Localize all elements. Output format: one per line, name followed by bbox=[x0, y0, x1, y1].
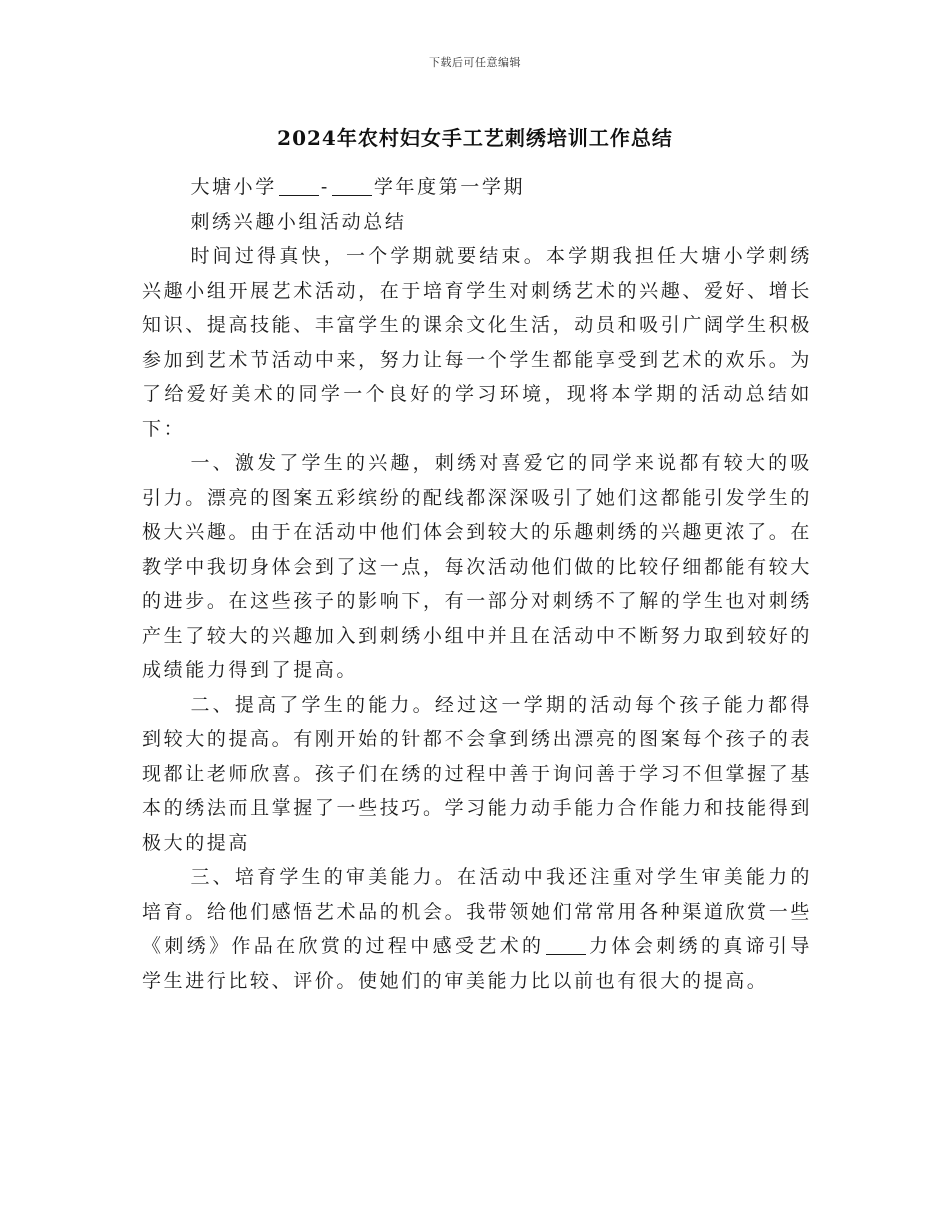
blank-underline bbox=[332, 177, 372, 196]
blank-underline bbox=[546, 936, 586, 955]
blank-underline bbox=[279, 177, 319, 196]
school-term-line bbox=[142, 170, 812, 205]
school-prefix: 大塘小学 bbox=[190, 176, 277, 198]
document-title: 2024年农村妇女手工艺刺绣培训工作总结 bbox=[277, 126, 673, 150]
paragraph-one: 一、激发了学生的兴趣，刺绣对喜爱它的同学来说都有较大的吸引力。漂亮的图案五彩缤纷的配线都深深吸引了她们这都能引发学生的极大兴趣。由于在活动中他们体会到较大的乐趣刺绣的兴趣更浓了。在教学中我切身体会到了这一点，每次活动他们做的比较仔细都能有较大的进步。在这些孩子的影响下，有一部分对刺绣不了解的学生也对刺绣产生了较大的兴趣加入到刺绣小组中并且在活动中不断努力取到较好的成绩能力得到了提高。 bbox=[142, 452, 812, 681]
header-note: 下载后可任意编辑 bbox=[429, 56, 521, 69]
school-suffix: 学年度第一学期 bbox=[373, 176, 526, 198]
paragraph-intro: 时间过得真快，一个学期就要结束。本学期我担任大塘小学刺绣兴趣小组开展艺术活动，在于培育学生对刺绣艺术的兴趣、爱好、增长知识、提高技能、丰富学生的课余文化生活，动员和吸引广阔学生积极参加到艺术节活动中来，努力让每一个学生都能享受到艺术的欢乐。为了给爱好美术的同学一个良好的学习环境，现将本学期的活动总结如下： bbox=[142, 245, 812, 440]
school-mid: - bbox=[320, 176, 330, 198]
paragraph-three-part-a: 三、培育学生的审美能力。在活动中我还注重对学生审美能力的培育。给他们感悟艺术品的机会。我带领她们常常用各种渠道欣赏一些《刺绣》作品在欣赏的过程中感受艺术的 bbox=[142, 866, 812, 957]
subtitle: 刺绣兴趣小组活动总结 bbox=[190, 210, 407, 233]
paragraph-three-part-b: 力体会刺绣的真谛引导学生进行比较、评价。使她们的审美能力比以前也有很大的提高。 bbox=[142, 935, 812, 992]
document-body bbox=[142, 170, 812, 998]
paragraph-two: 二、提高了学生的能力。经过这一学期的活动每个孩子能力都得到较大的提高。有刚开始的针都不会拿到绣出漂亮的图案每个孩子的表现都让老师欣喜。孩子们在绣的过程中善于询问善于学习不但掌握了基本的绣法而且掌握了一些技巧。学习能力动手能力合作能力和技能得到极大的提高 bbox=[142, 693, 812, 854]
paragraph-three bbox=[142, 860, 812, 998]
